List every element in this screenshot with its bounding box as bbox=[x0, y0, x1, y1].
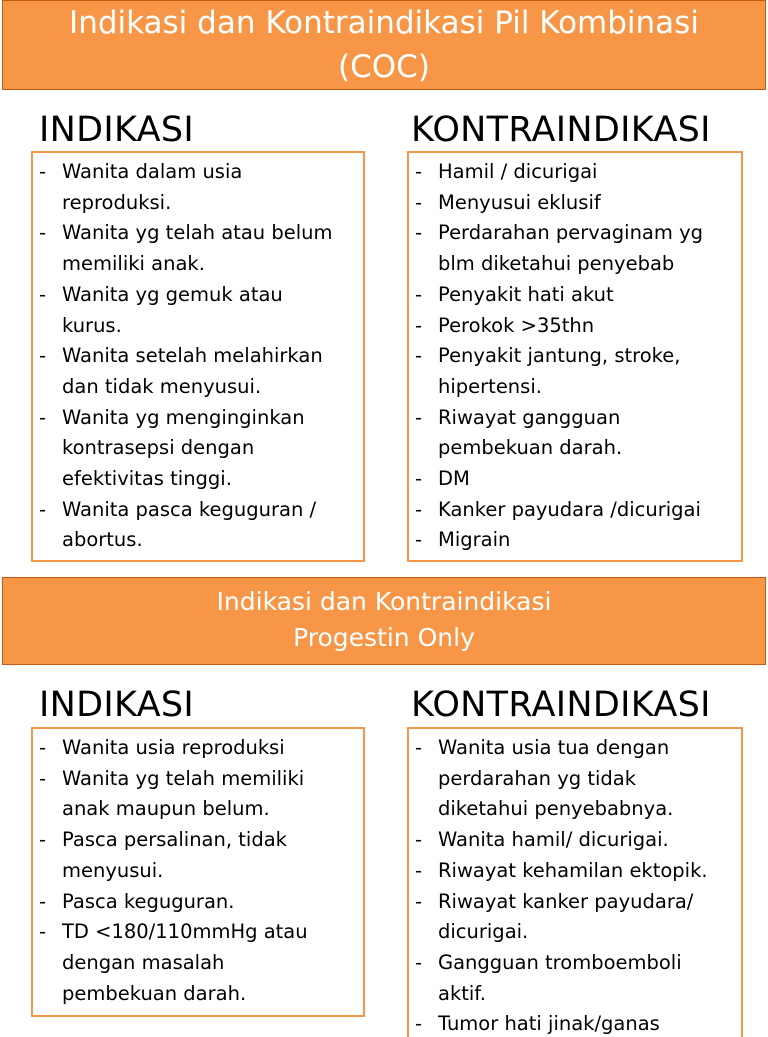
list-item-text: dengan masalah bbox=[62, 950, 225, 974]
list-item-text: Hamil / dicurigai bbox=[438, 160, 598, 183]
list-item-text: TD <180/110mmHg atau bbox=[62, 920, 308, 944]
list-item-text: kontrasepsi dengan bbox=[62, 436, 255, 460]
bullet-dash: - bbox=[415, 344, 423, 368]
indikasi-list-progestin bbox=[33, 733, 363, 1009]
list-item-text: Wanita dalam usia bbox=[62, 160, 243, 183]
list-item-text: blm diketahui penyebab bbox=[438, 252, 675, 276]
list-item-text: Penyakit jantung, stroke, bbox=[438, 344, 681, 368]
list-item bbox=[409, 825, 741, 856]
list-item bbox=[409, 157, 741, 188]
bullet-dash: - bbox=[39, 405, 47, 429]
kontraindikasi-box-progestin bbox=[407, 727, 743, 1037]
list-item bbox=[33, 887, 363, 918]
bullet-dash: - bbox=[39, 497, 47, 521]
list-item-text: anak maupun belum. bbox=[62, 797, 270, 821]
bullet-dash: - bbox=[415, 467, 423, 491]
list-item-text: Wanita pasca keguguran / bbox=[62, 497, 317, 521]
list-item-text: efektivitas tinggi. bbox=[62, 467, 232, 491]
list-item-text: diketahui penyebabnya. bbox=[438, 797, 674, 821]
list-item-text: Wanita yg telah memiliki bbox=[62, 766, 305, 790]
list-item bbox=[33, 341, 363, 402]
list-item bbox=[33, 403, 363, 495]
list-item bbox=[409, 948, 741, 1009]
list-item-text: Wanita yg telah atau belum bbox=[62, 221, 333, 245]
bullet-dash: - bbox=[415, 858, 423, 882]
list-item bbox=[33, 495, 363, 556]
bullet-dash: - bbox=[39, 160, 47, 183]
title-banner-coc bbox=[2, 0, 766, 90]
bullet-dash: - bbox=[415, 190, 423, 214]
bullet-dash: - bbox=[415, 405, 423, 429]
bullet-dash: - bbox=[415, 889, 423, 913]
list-item-text: aktif. bbox=[438, 981, 486, 1005]
bullet-dash: - bbox=[39, 736, 47, 759]
kontraindikasi-list-coc bbox=[409, 157, 741, 556]
indikasi-heading-coc: INDIKASI bbox=[39, 110, 194, 150]
list-item bbox=[409, 525, 741, 556]
list-item-text: hipertensi. bbox=[438, 374, 542, 398]
list-item-text: perdarahan yg tidak bbox=[438, 766, 637, 790]
title-banner-progestin bbox=[2, 577, 766, 665]
bullet-dash: - bbox=[415, 828, 423, 852]
bullet-dash: - bbox=[415, 497, 423, 521]
list-item-text: Wanita usia tua dengan bbox=[438, 736, 670, 759]
list-item-text: dicurigai. bbox=[438, 920, 529, 944]
list-item bbox=[33, 917, 363, 1009]
list-item-text: Riwayat gangguan bbox=[438, 405, 621, 429]
list-item-text: Perokok >35thn bbox=[438, 313, 595, 337]
list-item-text: Riwayat kehamilan ektopik. bbox=[438, 858, 708, 882]
list-item-text: Perdarahan pervaginam yg bbox=[438, 221, 703, 245]
list-item-text: memiliki anak. bbox=[62, 252, 205, 276]
bullet-dash: - bbox=[415, 313, 423, 337]
list-item-text: Gangguan tromboemboli bbox=[438, 950, 682, 974]
list-item bbox=[409, 280, 741, 311]
bullet-dash: - bbox=[415, 1012, 423, 1036]
indikasi-heading-progestin: INDIKASI bbox=[39, 685, 194, 725]
bullet-dash: - bbox=[415, 528, 423, 552]
list-item bbox=[33, 157, 363, 218]
list-item bbox=[33, 733, 363, 764]
bullet-dash: - bbox=[415, 221, 423, 245]
kontraindikasi-heading-coc: KONTRAINDIKASI bbox=[411, 110, 711, 150]
list-item-text: reproduksi. bbox=[62, 190, 172, 214]
kontraindikasi-list-progestin bbox=[409, 733, 741, 1037]
banner-title-line-2: Progestin Only bbox=[293, 623, 475, 652]
list-item-text: dan tidak menyusui. bbox=[62, 374, 262, 398]
list-item-text: Wanita hamil/ dicurigai. bbox=[438, 828, 669, 852]
banner-title-line-1: Indikasi dan Kontraindikasi Pil Kombinasi bbox=[69, 5, 699, 41]
list-item-text: pembekuan darah. bbox=[62, 981, 247, 1005]
list-item bbox=[409, 311, 741, 342]
indikasi-box-coc bbox=[31, 151, 365, 562]
bullet-dash: - bbox=[415, 736, 423, 759]
bullet-dash: - bbox=[415, 160, 423, 183]
list-item-text: Wanita yg gemuk atau bbox=[62, 282, 283, 306]
list-item bbox=[409, 495, 741, 526]
bullet-dash: - bbox=[39, 920, 47, 944]
list-item-text: Pasca keguguran. bbox=[62, 889, 235, 913]
list-item-text: Menyusui eklusif bbox=[438, 190, 601, 214]
bullet-dash: - bbox=[39, 766, 47, 790]
list-item bbox=[409, 188, 741, 219]
kontraindikasi-heading-progestin: KONTRAINDIKASI bbox=[411, 685, 711, 725]
list-item-text: Migrain bbox=[438, 528, 511, 552]
bullet-dash: - bbox=[39, 221, 47, 245]
bullet-dash: - bbox=[415, 950, 423, 974]
list-item bbox=[33, 280, 363, 341]
list-item-text: Wanita yg menginginkan bbox=[62, 405, 305, 429]
bullet-dash: - bbox=[39, 889, 47, 913]
kontraindikasi-box-coc bbox=[407, 151, 743, 562]
list-item bbox=[409, 341, 741, 402]
bullet-dash: - bbox=[39, 344, 47, 368]
list-item bbox=[409, 887, 741, 948]
list-item bbox=[33, 764, 363, 825]
indikasi-list-coc bbox=[33, 157, 363, 556]
list-item bbox=[409, 856, 741, 887]
list-item bbox=[409, 1009, 741, 1037]
banner-title-line-2: (COC) bbox=[338, 49, 430, 85]
list-item-text: kurus. bbox=[62, 313, 122, 337]
list-item bbox=[409, 733, 741, 825]
list-item-text: Wanita usia reproduksi bbox=[62, 736, 285, 759]
list-item-text: menyusui. bbox=[62, 858, 164, 882]
list-item bbox=[409, 218, 741, 279]
list-item-text: Riwayat kanker payudara/ bbox=[438, 889, 694, 913]
bullet-dash: - bbox=[39, 828, 47, 852]
list-item bbox=[33, 825, 363, 886]
list-item-text: Penyakit hati akut bbox=[438, 282, 614, 306]
indikasi-box-progestin bbox=[31, 727, 365, 1017]
list-item bbox=[409, 464, 741, 495]
list-item-text: Wanita setelah melahirkan bbox=[62, 344, 323, 368]
list-item bbox=[409, 403, 741, 464]
bullet-dash: - bbox=[39, 282, 47, 306]
list-item-text: DM bbox=[438, 467, 470, 491]
list-item-text: Tumor hati jinak/ganas bbox=[438, 1012, 660, 1036]
bullet-dash: - bbox=[415, 282, 423, 306]
list-item-text: abortus. bbox=[62, 528, 143, 552]
list-item-text: pembekuan darah. bbox=[438, 436, 623, 460]
list-item-text: Kanker payudara /dicurigai bbox=[438, 497, 701, 521]
banner-title-line-1: Indikasi dan Kontraindikasi bbox=[216, 587, 552, 616]
list-item-text: Pasca persalinan, tidak bbox=[62, 828, 287, 852]
list-item bbox=[33, 218, 363, 279]
